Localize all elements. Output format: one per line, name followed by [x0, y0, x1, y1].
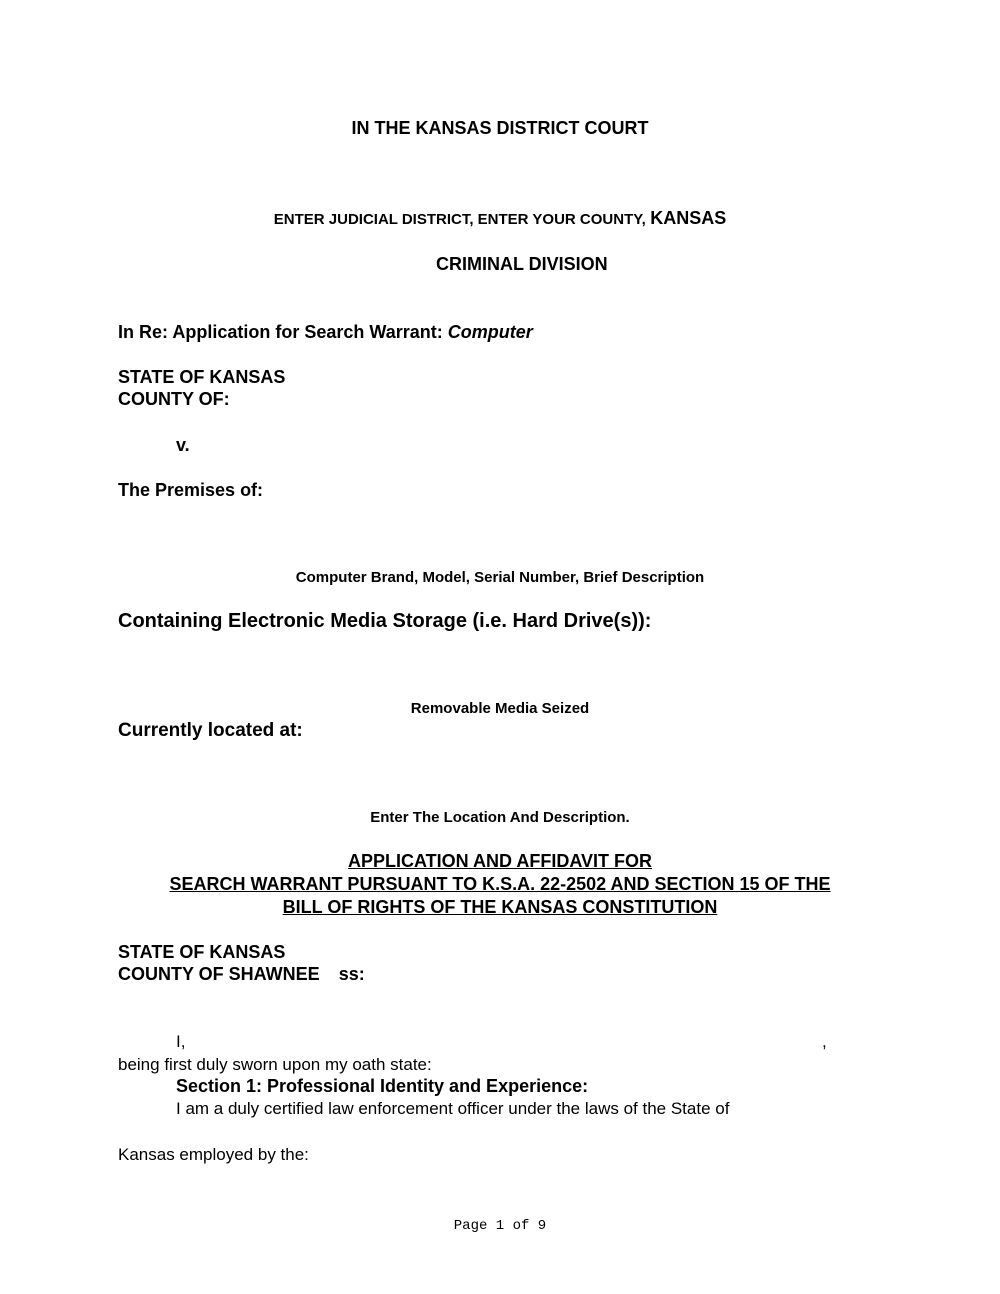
- court-title: IN THE KANSAS DISTRICT COURT: [351, 118, 649, 138]
- location-hint: Enter The Location And Description.: [370, 809, 630, 826]
- caption-county: COUNTY OF:: [118, 389, 230, 409]
- page-footer: Page 1 of 9: [453, 1218, 547, 1234]
- district-line-state: KANSAS: [650, 208, 727, 228]
- division-title: CRIMINAL DIVISION: [436, 254, 608, 274]
- section1-line1: I am a duly certified law enforcement officer under the laws of the State of: [176, 1099, 730, 1118]
- section1-heading: Section 1: Professional Identity and Experience:: [176, 1076, 589, 1096]
- computer-description-hint: Computer Brand, Model, Serial Number, Brief Description: [295, 569, 705, 586]
- in-re-subject: Computer: [447, 322, 533, 342]
- caption-state: STATE OF KANSAS: [118, 367, 286, 387]
- venue-ss: ss:: [338, 964, 365, 984]
- removable-media-hint: Removable Media Seized: [410, 700, 590, 717]
- venue-state: STATE OF KANSAS: [118, 942, 286, 962]
- premises-label: The Premises of:: [118, 480, 264, 500]
- district-line: [0, 208, 1000, 229]
- affidavit-title-line1: APPLICATION AND AFFIDAVIT FOR: [348, 851, 652, 871]
- venue-county-line: [118, 964, 365, 985]
- section1-line2: Kansas employed by the:: [118, 1145, 309, 1164]
- affidavit-title-line3: BILL OF RIGHTS OF THE KANSAS CONSTITUTION: [282, 897, 718, 917]
- located-label: Currently located at:: [118, 720, 303, 741]
- sworn-statement: being first duly sworn upon my oath state:: [118, 1055, 432, 1074]
- affidavit-title-line2: SEARCH WARRANT PURSUANT TO K.S.A. 22-2502 AND SECTION 15 OF THE: [169, 874, 831, 894]
- versus: v.: [176, 435, 190, 455]
- in-re-label: In Re: Application for Search Warrant:: [118, 322, 443, 342]
- in-re-line: [118, 322, 533, 343]
- venue-county: COUNTY OF SHAWNEE: [118, 964, 320, 984]
- district-line-prefix: ENTER JUDICIAL DISTRICT, ENTER YOUR COUNTY,: [273, 211, 646, 228]
- affiant-i: I,: [176, 1032, 186, 1051]
- media-storage-label: Containing Electronic Media Storage (i.e. Hard Drive(s)):: [118, 610, 652, 632]
- affiant-comma: ,: [822, 1032, 827, 1051]
